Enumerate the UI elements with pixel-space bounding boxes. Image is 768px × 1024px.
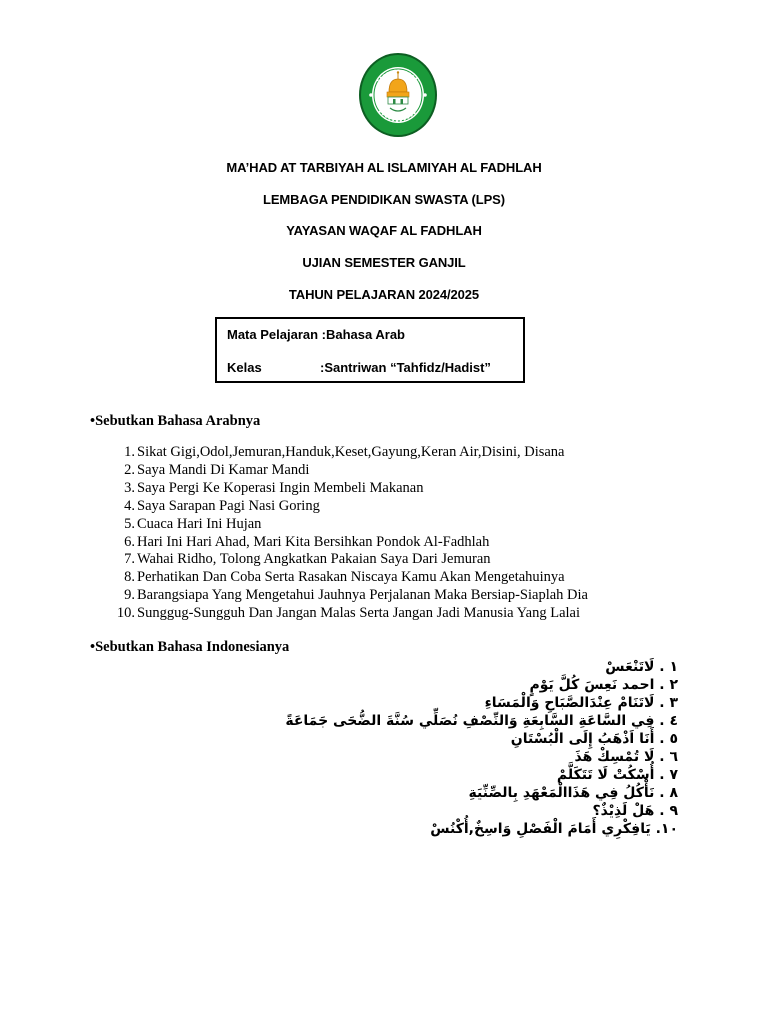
arabic-list-item: ٢ . احمد نَعِسَ كُلَّ يَوْمٍ	[529, 677, 678, 693]
arabic-list-item: ٥ . أَنَا اَذْهَبُ إِلَى الْبُسْتَانِ	[510, 731, 678, 747]
list-item: 6. Hari Ini Hari Ahad, Mari Kita Bersihkan Pondok Al-Fadhlah	[124, 533, 490, 550]
subject-row	[227, 327, 405, 342]
section-arabic-heading: •Sebutkan Bahasa Arabnya	[90, 413, 261, 429]
list-item: 7. Wahai Ridho, Tolong Angkatkan Pakaian Saya Dari Jemuran	[124, 551, 491, 568]
arabic-list-item: ٤ . فِي السَّاعَةِ السَّابِعَةِ وَالنِّصْفِ نُصَلِّي سُنَّةَ الضُّحَى جَمَاعَةً	[285, 713, 678, 729]
academic-year: TAHUN PELAJARAN 2024/2025	[288, 287, 480, 302]
question-list-arabic	[108, 444, 588, 623]
class-value: :Santriwan “Tahfidz/Hadist”	[320, 360, 491, 375]
list-item: 8. Perhatikan Dan Coba Serta Rasakan Niscaya Kamu Akan Mengetahuinya	[124, 569, 565, 586]
subject-value: Bahasa Arab	[326, 327, 405, 342]
list-item: 4. Saya Sarapan Pagi Nasi Goring	[124, 497, 320, 514]
list-item: 9. Barangsiapa Yang Mengetahui Jauhnya Perjalanan Maka Bersiap-Siaplah Dia	[124, 587, 588, 604]
subject-info-box	[215, 317, 525, 383]
class-label: Kelas	[227, 360, 262, 375]
subject-label: Mata Pelajaran :	[227, 327, 326, 342]
arabic-list-item: ٨ . نَأْكُلُ فِي هَذَاالْمَعْهَدِ بِالصِّنِّيَةِ	[468, 785, 678, 801]
foundation-name: YAYASAN WAQAF AL FADHLAH	[286, 223, 482, 238]
list-item: 3. Saya Pergi Ke Koperasi Ingin Membeli Makanan	[124, 479, 424, 496]
arabic-list-item: ٧ . أُسْكُتْ لَا تَتَكَلَّمْ	[556, 767, 678, 783]
list-item: 10. Sunggug-Sungguh Dan Jangan Malas Serta Jangan Jadi Manusia Yang Lalai	[116, 605, 580, 622]
school-emblem-icon	[357, 51, 439, 139]
arabic-list-item: ١٠. يَافِكْرِي أَمَامَ الْفَصْلِ وَاسِخٌ,أُكْنُسْ	[430, 821, 678, 837]
list-item: 1. Sikat Gigi,Odol,Jemuran,Handuk,Keset,Gayung,Keran Air,Disini, Disana	[124, 444, 565, 460]
class-row	[227, 360, 491, 375]
arabic-list-item: ١ . لَاتَنْعَسْ	[605, 659, 678, 675]
exam-title: UJIAN SEMESTER GANJIL	[302, 255, 466, 270]
list-item: 5. Cuaca Hari Ini Hujan	[124, 515, 262, 532]
institution-name: MA’HAD AT TARBIYAH AL ISLAMIYAH AL FADHLAH	[226, 160, 542, 175]
arabic-list-item: ٣ . لَاتَنَامْ عِنْدَالصَّبَاحِ وَالْمَسَاءِ	[484, 695, 678, 711]
question-list-indonesian	[178, 658, 678, 838]
list-item: 2. Saya Mandi Di Kamar Mandi	[124, 461, 310, 478]
institution-type: LEMBAGA PENDIDIKAN SWASTA (LPS)	[263, 192, 505, 207]
arabic-list-item: ٦ . لَا تُمْسِكْ هَذَ	[574, 749, 678, 765]
arabic-list-item: ٩ . هَلْ لَذِيْذٌ؟	[592, 803, 678, 819]
section-indonesian-heading: •Sebutkan Bahasa Indonesianya	[90, 639, 290, 655]
